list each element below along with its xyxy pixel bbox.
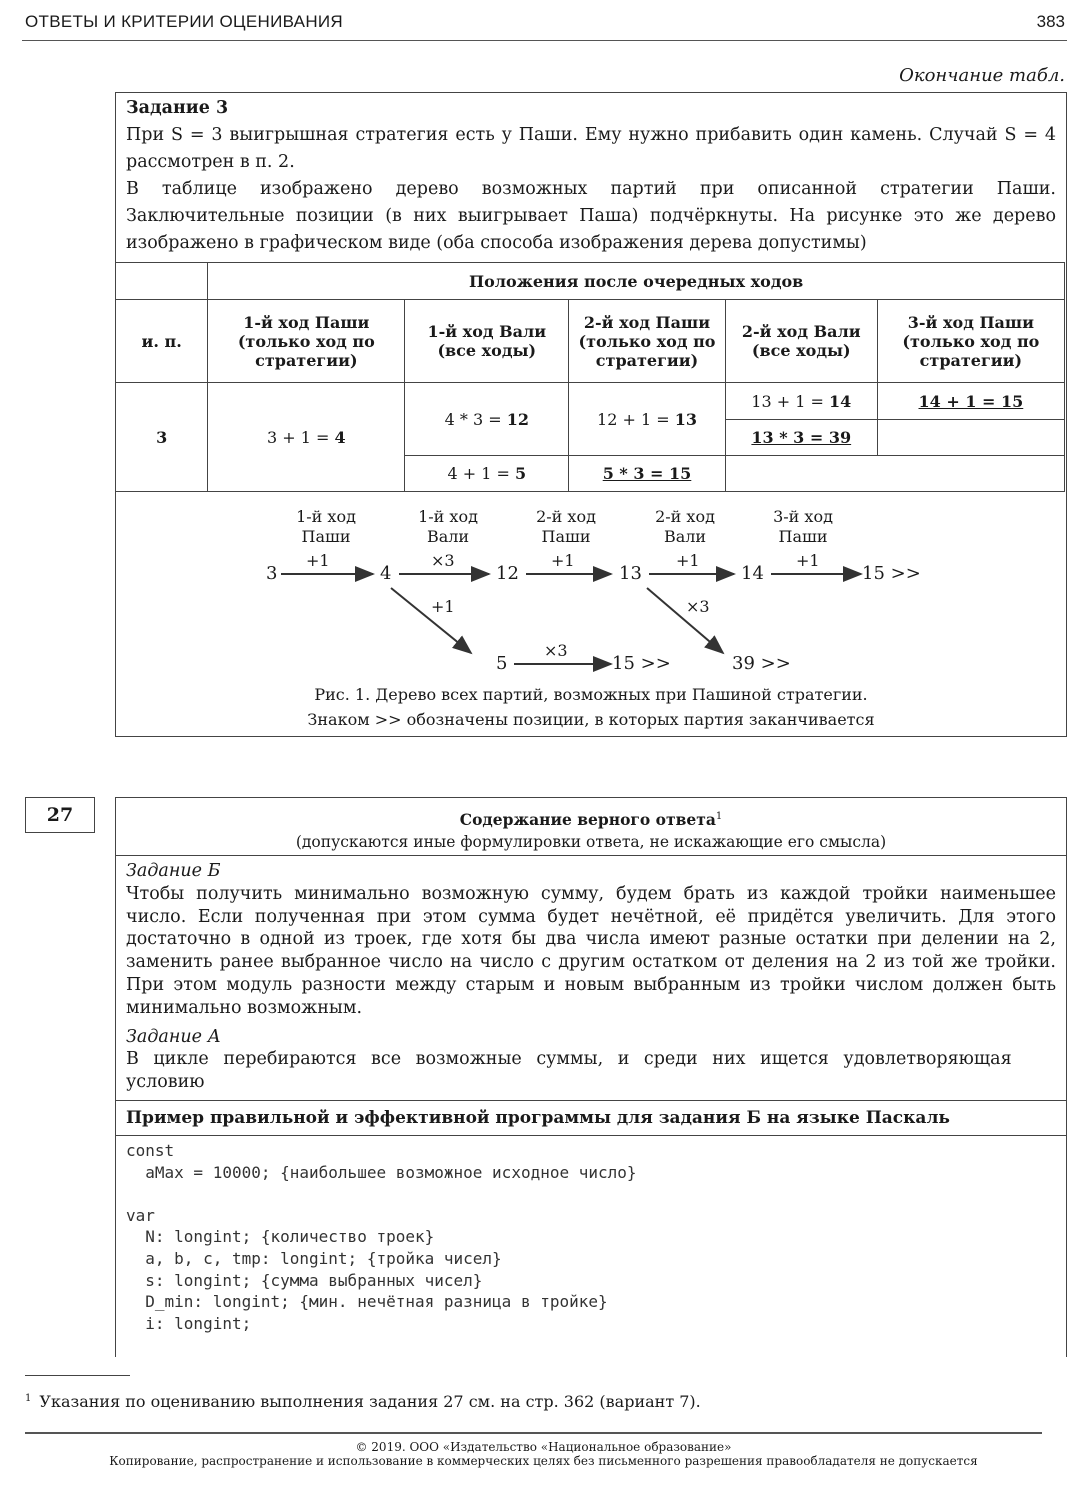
stage-label: 3-й ход Паши [773, 507, 833, 546]
task3-title: Задание 3 [126, 98, 229, 118]
task3-paragraph-2: В таблице изображено дерево возможных партий при описанной стратегии Паши. Заключительные позиции (в них выигрывает Паша) подчёркнуты. На рисунке это же дерево изображено в графическом виде (оба способа изображения дерева допустимы) [126, 179, 1056, 253]
table-continuation-label: Окончание табл. [899, 65, 1065, 86]
game-tree-table [115, 262, 1065, 492]
figure-caption: Рис. 1. Дерево всех партий, возможных при Пашиной стратегии. [314, 685, 868, 704]
col-header: 2-й ход Паши (только ход по стратегии) [569, 300, 726, 383]
footnote-rule [25, 1375, 130, 1376]
subtask-a-title: Задание А [126, 1026, 221, 1047]
cell: 4 + 1 = 5 [405, 456, 569, 492]
answer-header [116, 798, 1066, 856]
footer-rule [25, 1432, 1042, 1434]
node: 5 [496, 653, 508, 674]
footnote: $^1$ Указания по оцениванию выполнения задания 27 см. на стр. 362 (вариант 7). [25, 1392, 701, 1411]
stage-label: 2-й ход Паши [536, 507, 596, 546]
page-number: 383 [1036, 12, 1065, 31]
game-tree-figure [116, 493, 1066, 738]
node: 12 [496, 563, 519, 584]
node: 39 >> [732, 653, 791, 674]
stage-label: 2-й ход Вали [655, 507, 715, 546]
header-rule [22, 40, 1067, 41]
col-header: 3-й ход Паши (только ход по стратегии) [877, 300, 1064, 383]
task27-block [115, 797, 1067, 1357]
node: 4 [380, 563, 392, 584]
edge-label: +1 [676, 551, 700, 570]
cell: 4 * 3 = 12 [405, 383, 569, 456]
arrow [647, 588, 723, 653]
final-cell: 13 * 3 = 39 [725, 420, 877, 456]
subtask-a-text: В цикле перебираются все возможные суммы, и среди них ищется удовлетворяющая условию [126, 1049, 1012, 1093]
start-position: 3 [116, 383, 208, 492]
col-header: и. п. [116, 300, 208, 383]
running-header: ОТВЕТЫ И КРИТЕРИИ ОЦЕНИВАНИЯ [25, 12, 343, 31]
node: 15 >> [612, 653, 671, 674]
copy-notice: Копирование, распространение и использование в коммерческих целях без письменного разрешения правообладателя не допускается [109, 1454, 978, 1468]
node: 3 [266, 563, 278, 584]
edge-label: +1 [551, 551, 575, 570]
group-header: Положения после очередных ходов [208, 263, 1065, 300]
edge-label: ×3 [544, 641, 568, 660]
cell: 12 + 1 = 13 [569, 383, 726, 456]
task3-block [115, 92, 1067, 737]
node: 15 >> [862, 563, 921, 584]
answer-heading: Содержание верного ответа [459, 810, 716, 830]
edge-label: +1 [796, 551, 820, 570]
task3-paragraph-1: При S = 3 выигрышная стратегия есть у Паши. Ему нужно прибавить один камень. Случай S = 4 рассмотрен в п. 2. [126, 125, 1056, 172]
stage-label: 1-й ход Вали [418, 507, 478, 546]
subtask-b-title: Задание Б [126, 861, 221, 881]
edge-label: +1 [306, 551, 330, 570]
col-header: 1-й ход Вали (все ходы) [405, 300, 569, 383]
node: 14 [741, 563, 764, 584]
edge-label: +1 [431, 597, 455, 616]
node: 13 [619, 563, 642, 584]
task3-text [116, 93, 1066, 259]
cell: 3 + 1 = 4 [208, 383, 405, 492]
cell: 13 + 1 = 14 [725, 383, 877, 420]
figure-caption-note: Знаком >> обозначены позиции, в которых партия заканчивается [307, 710, 875, 729]
pascal-code: const aMax = 10000; {наибольшее возможное исходное число} var N: longint; {количество троек} a, b, c, tmp: longint; {тройка чисел} s: longint; {сумма выбранных чисел} D_min: longint; {мин. нечётная разница в тройке} i: longint; [126, 1140, 637, 1333]
edge-label: ×3 [431, 551, 455, 570]
subtask-b-text: Чтобы получить минимально возможную сумму, будем брать из каждой тройки наименьшее число. Если полученная при этом сумма будет нечётной, её придётся увеличить. Для этого достаточно в одной из троек, где хотя бы два числа имеют разные остатки при делении на 2, заменить ранее выбранное число на число с другим остатком от деления на 2 из той же тройки. При этом модуль разности между старым и новым выбранным из тройки числом должен быть минимально возможным. [126, 883, 1056, 1018]
task27-text [116, 856, 1066, 1098]
final-cell: 5 * 3 = 15 [569, 456, 726, 492]
task-number: 27 [25, 797, 95, 833]
edge-label: ×3 [686, 597, 710, 616]
program-heading: Пример правильной и эффективной программы для задания Б на языке Паскаль [116, 1100, 1066, 1136]
col-header: 2-й ход Вали (все ходы) [725, 300, 877, 383]
answer-subheading: (допускаются иные формулировки ответа, не искажающие его смысла) [295, 833, 887, 852]
col-header: 1-й ход Паши (только ход по стратегии) [208, 300, 405, 383]
footnote-ref: 1 [715, 811, 723, 822]
final-cell: 14 + 1 = 15 [877, 383, 1064, 420]
stage-label: 1-й ход Паши [296, 507, 356, 546]
copyright: © 2019. ООО «Издательство «Национальное образование» [355, 1440, 732, 1454]
